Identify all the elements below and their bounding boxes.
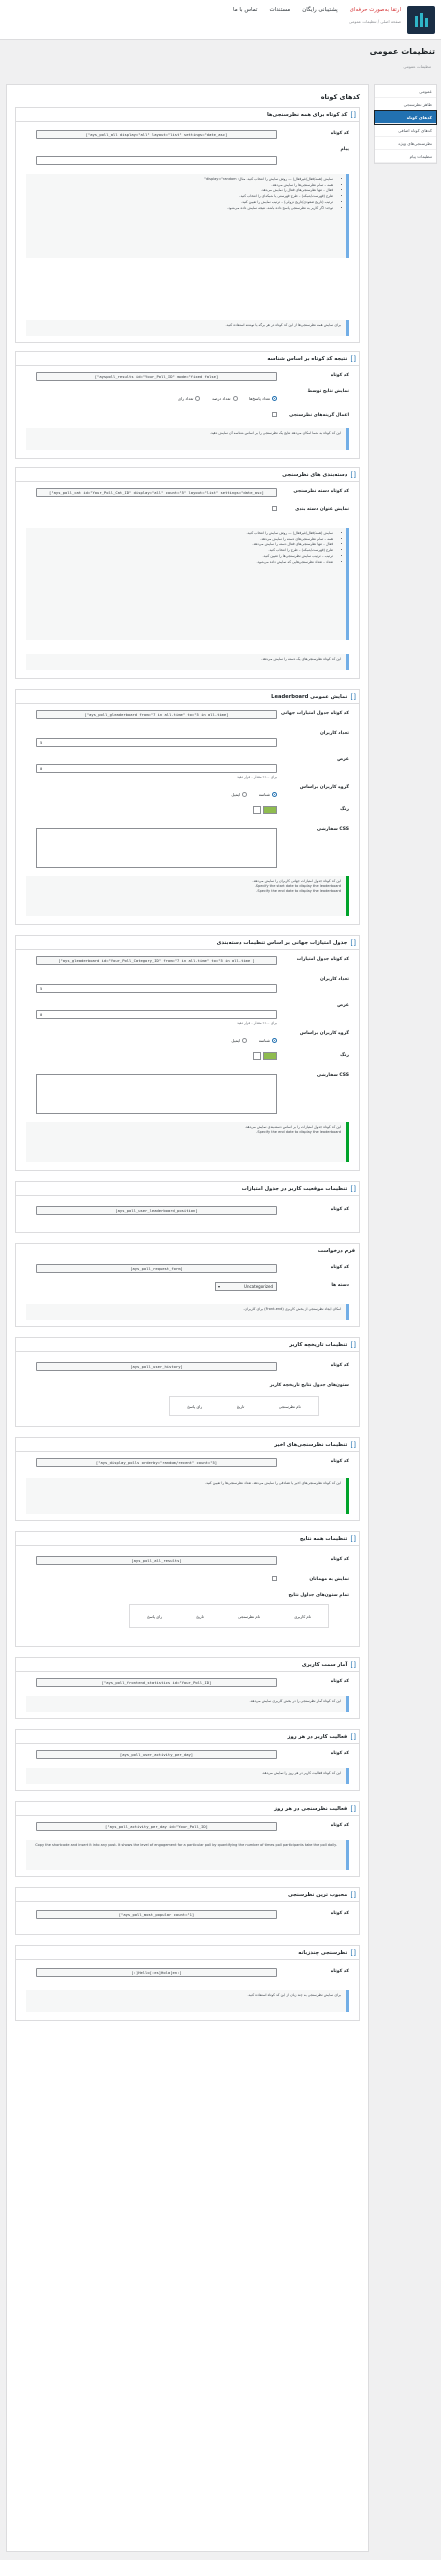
- bracket-icon: [ ]: [350, 1732, 355, 1741]
- list-item: • نمایش (همه/فعال/غیرفعال) — روش نمایش را انتخاب کنید.: [31, 531, 333, 536]
- show-title-checkbox[interactable]: [272, 506, 277, 511]
- mode-radio-votes[interactable]: تعداد رای: [178, 396, 200, 401]
- field-label: رنگ: [340, 1053, 349, 1058]
- note-hint: Specify the end date to display the leaderboard.: [256, 1130, 341, 1135]
- field-label: نمایش عنوان دسته بندی: [295, 507, 349, 512]
- width-input[interactable]: 0: [36, 764, 277, 773]
- list-item: • توجه: اگر کاربر به نظرسنجی پاسخ داده باشد، نتیجه نمایش داده می‌شود.: [31, 206, 333, 211]
- sidebar-item-appearance[interactable]: ظاهر نظرسنجی: [375, 98, 436, 111]
- list-item: • فعال – تنها نظرسنجی‌های فعال را نمایش می‌دهد.: [31, 188, 333, 193]
- color-clear-icon[interactable]: [253, 806, 261, 814]
- poll-categories-section: [15, 467, 360, 679]
- custom-css-textarea[interactable]: [36, 828, 277, 868]
- plugin-logo-icon[interactable]: [407, 6, 435, 34]
- shortcode-field[interactable]: [ays_poll_gleaderboard from="7 in all-time" to="5 in all-time"]: [36, 710, 277, 719]
- column-option[interactable]: تاریخ: [236, 1403, 245, 1409]
- width-input[interactable]: 0: [36, 1010, 277, 1019]
- usage-note: برای نمایش همه نظرسنجی‌ها از این کد کوتاه در هر برگه یا نوشته استفاده کنید.: [26, 320, 349, 336]
- breadcrumb: صفحه اصلی / تنظیمات عمومی: [348, 19, 401, 24]
- bracket-icon: [ ]: [350, 1660, 355, 1669]
- column-option[interactable]: نام نظرسنجی: [238, 1613, 260, 1619]
- column-option[interactable]: رای پاسخ: [187, 1403, 203, 1409]
- list-item: • تعداد – تعداد نظرسنجی‌هایی که نمایش داده می‌شود.: [31, 560, 333, 565]
- field-label: کد کوتاه: [330, 1557, 349, 1562]
- page-title: تنظیمات عمومی: [369, 47, 435, 56]
- sidebar-item-special-polls[interactable]: نظرسنجی‌های ویژه: [375, 137, 436, 150]
- bracket-icon: [ ]: [350, 354, 355, 363]
- field-label: دسته ها: [331, 1283, 349, 1288]
- list-item: • طرح (فهرست/شبکه) – طرح را انتخاب کنید.: [31, 548, 333, 553]
- field-label: اعمال گزینه‌های نظرسنجی: [289, 413, 349, 418]
- settings-sidebar: [374, 84, 437, 164]
- color-swatch[interactable]: [263, 1052, 277, 1060]
- field-label: کد کوتاه: [330, 1265, 349, 1270]
- field-label: کد کوتاه: [330, 1207, 349, 1212]
- bracket-icon: [ ]: [350, 692, 355, 701]
- bracket-icon: [ ]: [350, 110, 355, 119]
- recent-polls-section: [15, 1437, 360, 1521]
- list-item: • فعال – تنها نظرسنجی‌های فعال دسته را نمایش می‌دهد.: [31, 542, 333, 547]
- section-title: فعالیت کاربر در هر روز: [287, 1733, 348, 1740]
- custom-css-textarea[interactable]: [36, 1074, 277, 1114]
- section-title: نظرسنجی چندزبانه: [298, 1949, 348, 1956]
- usage-note: [26, 876, 349, 916]
- all-results-section: [15, 1531, 360, 1647]
- panel-heading: کدهای کوتاه: [320, 93, 360, 101]
- sidebar-item-general[interactable]: عمومی: [375, 85, 436, 98]
- field-label: کد کوتاه: [330, 1679, 349, 1684]
- field-label: عرض: [337, 1003, 349, 1008]
- field-label: CSS سفارشی: [316, 827, 349, 832]
- list-item: • طرح (فهرست/شبکه) – طرح فهرستی یا شبکه‌ای را انتخاب کنید.: [31, 194, 333, 199]
- section-title: نتیجه کد کوتاه بر اساس شناسه: [267, 355, 348, 362]
- usage-note: این کد کوتاه فعالیت کاربر در هر روز را نمایش می‌دهد.: [26, 1768, 349, 1784]
- shortcode-field[interactable]: [ays_poll_all display="all" layout="list" settings="date_asc"]: [36, 130, 277, 139]
- contact-link[interactable]: تماس با ما: [233, 7, 258, 13]
- usage-note: برای نمایش نظرسنجی به چند زبان از این کد کوتاه استفاده کنید.: [26, 1990, 349, 2012]
- poll-activity-section: [15, 1801, 360, 1877]
- section-title: تنظیمات موقعیت کاربر در جدول امتیازات: [241, 1185, 348, 1192]
- color-swatch[interactable]: [263, 806, 277, 814]
- field-label: کد کوتاه: [330, 1969, 349, 1974]
- columns-picker: [129, 1604, 329, 1628]
- sidebar-item-message-settings[interactable]: تنظیمات پیام: [375, 150, 436, 163]
- list-item: • ترتیب – ترتیب نمایش نظرسنجی‌ها را تعیین کنید.: [31, 554, 333, 559]
- list-item: • ترتیب (تاریخ صعودی/تاریخ نزولی) – ترتیب نمایش را تعیین کنید.: [31, 200, 333, 205]
- section-title: کد کوتاه برای همه نظرسنجی‌ها: [266, 111, 348, 118]
- shortcode-field[interactable]: [ays_poll_frontend_statistics id="Your_Poll_ID"]: [36, 1678, 277, 1687]
- top-bar: [0, 0, 441, 40]
- shortcode-field[interactable]: [ays_poll_most_popular count="1"]: [36, 1910, 277, 1919]
- column-option[interactable]: نام کاربری: [294, 1613, 311, 1619]
- group-radio-email[interactable]: ایمیل: [231, 792, 247, 797]
- shortcode-field[interactable]: [ays_poll_activity_per_day id="Your_Poll_ID"]: [36, 1822, 277, 1831]
- user-history-section: [15, 1337, 360, 1427]
- bracket-icon: [ ]: [350, 1804, 355, 1813]
- field-label: کد کوتاه جدول امتیازات: [296, 957, 349, 962]
- list-item: • نمایش (همه/فعال/غیرفعال) — روش نمایش را انتخاب کنید. مثال: display="random": [31, 177, 333, 182]
- column-option[interactable]: رای پاسخ: [147, 1613, 163, 1619]
- section-title: نمایش عمومی Leaderboard: [271, 693, 348, 700]
- usage-note: این کد کوتاه به شما امکان می‌دهد نتایج یک نظرسنجی را بر اساس شناسه آن نمایش دهید.: [26, 428, 349, 450]
- column-option[interactable]: تاریخ: [196, 1613, 204, 1619]
- section-title: تنظیمات همه نتایج: [299, 1535, 348, 1542]
- mode-radio-answers[interactable]: تعداد پاسخ‌ها: [249, 396, 277, 401]
- note-text: این کد کوتاه جدول امتیازات جهانی کاربران را نمایش می‌دهد.: [252, 879, 341, 883]
- most-popular-section: [15, 1887, 360, 1935]
- field-label: کد کوتاه: [330, 1363, 349, 1368]
- sidebar-item-extra-shortcodes[interactable]: کدهای کوتاه اضافی: [375, 124, 436, 137]
- bracket-icon: [ ]: [350, 1534, 355, 1543]
- mode-radio-percent[interactable]: تعداد درصد: [212, 396, 238, 401]
- category-leaderboard-section: [15, 935, 360, 1171]
- top-nav: [233, 7, 401, 13]
- field-label: کد کوتاه: [330, 1823, 349, 1828]
- usage-note: این کد کوتاه نظرسنجی‌های یک دسته را نمایش می‌دهد.: [26, 654, 349, 670]
- section-title: جدول امتیازات جهانی بر اساس تنظیمات دسته‌بندی: [216, 939, 348, 946]
- field-label: کد کوتاه دسته نظرسنجی: [293, 489, 349, 494]
- sidebar-item-shortcodes[interactable]: کدهای کوتاه: [375, 111, 436, 124]
- field-label: کد کوتاه: [330, 1751, 349, 1756]
- field-label: رنگ: [340, 807, 349, 812]
- users-count-input[interactable]: 5: [36, 984, 277, 993]
- shortcode-field[interactable]: [ays_display_polls orderby="random/recent" count="5"]: [36, 1458, 277, 1467]
- apply-options-checkbox[interactable]: [272, 412, 277, 417]
- field-label: تمام ستون‌های جداول نتایج: [288, 1593, 349, 1598]
- section-title: تنظیمات تاریخچه کاربر: [289, 1341, 348, 1348]
- section-title: فعالیت نظرسنجی در هر روز: [274, 1805, 348, 1812]
- shortcode-field[interactable]: [ays_poll_user_history]: [36, 1362, 277, 1371]
- section-title: محبوب ترین نظرسنجی: [287, 1891, 348, 1898]
- field-label: کد کوتاه: [330, 1459, 349, 1464]
- shortcode-field[interactable]: [:en]Hello[:es]Hola[:]: [36, 1968, 277, 1977]
- width-hint: برای ۱۰۰٪ مقدار ۰ قرار دهید: [237, 1021, 277, 1025]
- list-item: • همه – تمام نظرسنجی‌های دسته را نمایش می‌دهد.: [31, 537, 333, 542]
- note-text: این کد کوتاه جدول امتیازات را بر اساس دسته‌بندی نمایش می‌دهد.: [244, 1125, 341, 1129]
- note-hint: Specify the start date to display the leaderboard.: [254, 884, 341, 889]
- field-label: تعداد کاربران: [319, 731, 349, 736]
- support-link[interactable]: پشتیبانی رایگان: [302, 7, 338, 13]
- field-label: نمایش به مهمانان: [309, 1577, 349, 1582]
- message-input[interactable]: [36, 156, 277, 165]
- group-radio-id[interactable]: شناسه: [259, 1038, 277, 1043]
- guests-checkbox[interactable]: [272, 1576, 277, 1581]
- note-hint: Specify the end date to display the leaderboard.: [256, 889, 341, 894]
- section-title: تنظیمات نظرسنجی‌های اخیر: [274, 1441, 348, 1448]
- field-label: تعداد کاربران: [319, 977, 349, 982]
- usage-note: امکان ایجاد نظرسنجی از بخش کاربری (Front-end) برای کاربران.: [26, 1304, 349, 1320]
- category-select[interactable]: Uncategorized ▾: [215, 1282, 277, 1291]
- bracket-icon: [ ]: [350, 1440, 355, 1449]
- shortcodes-panel: [6, 84, 369, 2552]
- field-label: گروه کاربران براساس: [299, 785, 349, 790]
- field-label: عرض: [337, 757, 349, 762]
- usage-note: Copy the shortcode and insert it into any post. It shows the level of engagement for a particular poll by quantifying the number of times poll participants take the poll daily.: [26, 1840, 349, 1870]
- width-hint: برای ۱۰۰٪ مقدار ۰ قرار دهید: [237, 775, 277, 779]
- tab-general[interactable]: تنظیمات عمومی: [403, 64, 431, 69]
- bracket-icon: [ ]: [350, 1948, 355, 1957]
- shortcode-field[interactable]: [ ays_gleaderboard id="Your_Poll_Category_ID" from="7 in all-time" to="5 in all-time"]: [36, 956, 277, 965]
- field-label: پیام: [340, 147, 349, 152]
- shortcode-field[interactable]: [ays_poll_user_leaderboard_position]: [36, 1206, 277, 1215]
- usage-note: [26, 1122, 349, 1162]
- field-label: کد کوتاه: [330, 1911, 349, 1916]
- shortcode-field[interactable]: [ays_poll_cat id="Your_Poll_Cat_ID" display="all" count="5" layout="list" settings="date_asc"]: [36, 488, 277, 497]
- list-item: • همه – تمام نظرسنجی‌ها را نمایش می‌دهد.: [31, 183, 333, 188]
- bracket-icon: [ ]: [350, 1340, 355, 1349]
- shortcode-field[interactable]: [ayspoll_results id="Your_Poll_ID" mode="fixed false"]: [36, 372, 277, 381]
- bracket-icon: [ ]: [350, 1890, 355, 1899]
- usage-note: این کد کوتاه نظرسنجی‌های اخیر یا تصادفی را نمایش می‌دهد. تعداد نظرسنجی‌ها را تعیین کنید.: [26, 1478, 349, 1514]
- section-title: فرم درخواست: [317, 1248, 355, 1254]
- bracket-icon: [ ]: [350, 1184, 355, 1193]
- field-label: کد کوتاه: [330, 373, 349, 378]
- frontend-stats-section: [15, 1657, 360, 1719]
- field-label: نمایش نتایج توسط: [307, 389, 349, 394]
- user-activity-section: [15, 1729, 360, 1791]
- shortcode-field[interactable]: [ays_poll_user_activity_per_day]: [36, 1750, 277, 1759]
- field-label: CSS سفارشی: [316, 1073, 349, 1078]
- results-by-id-section: [15, 351, 360, 459]
- column-option[interactable]: نام نظرسنجی: [278, 1403, 301, 1409]
- group-radio-id[interactable]: شناسه: [259, 792, 277, 797]
- usage-note: این کد کوتاه آمار نظرسنجی را در بخش کاربری نمایش می‌دهد.: [26, 1696, 349, 1712]
- field-label: گروه کاربران براساس: [299, 1031, 349, 1036]
- group-radio-email[interactable]: ایمیل: [231, 1038, 247, 1043]
- field-label: ستون‌های جدول نتایج تاریخچه کاربر: [269, 1383, 349, 1388]
- section-title: دسته‌بندی های نظرسنجی: [282, 471, 348, 478]
- instructions-note: [26, 528, 349, 640]
- bracket-icon: [ ]: [350, 470, 355, 479]
- docs-link[interactable]: مستندات: [269, 7, 291, 13]
- shortcode-field[interactable]: [ays_poll_all_results]: [36, 1556, 277, 1565]
- shortcode-field[interactable]: [ays_poll_request_form]: [36, 1264, 277, 1273]
- upgrade-link[interactable]: ارتقا به‌صورت حرفه‌ای: [349, 7, 401, 13]
- field-label: کد کوتاه جدول امتیازات جهانی: [281, 711, 349, 716]
- all-polls-section: [15, 107, 360, 343]
- user-position-section: [15, 1181, 360, 1233]
- global-leaderboard-section: [15, 689, 360, 925]
- users-count-input[interactable]: 5: [36, 738, 277, 747]
- instructions-note: [26, 174, 349, 258]
- section-title: آمار سمت کاربری: [301, 1661, 348, 1668]
- columns-picker: [169, 1396, 319, 1416]
- color-clear-icon[interactable]: [253, 1052, 261, 1060]
- request-form-section: [15, 1243, 360, 1327]
- bracket-icon: [ ]: [350, 938, 355, 947]
- multilanguage-section: [15, 1945, 360, 2021]
- field-label: کد کوتاه: [330, 131, 349, 136]
